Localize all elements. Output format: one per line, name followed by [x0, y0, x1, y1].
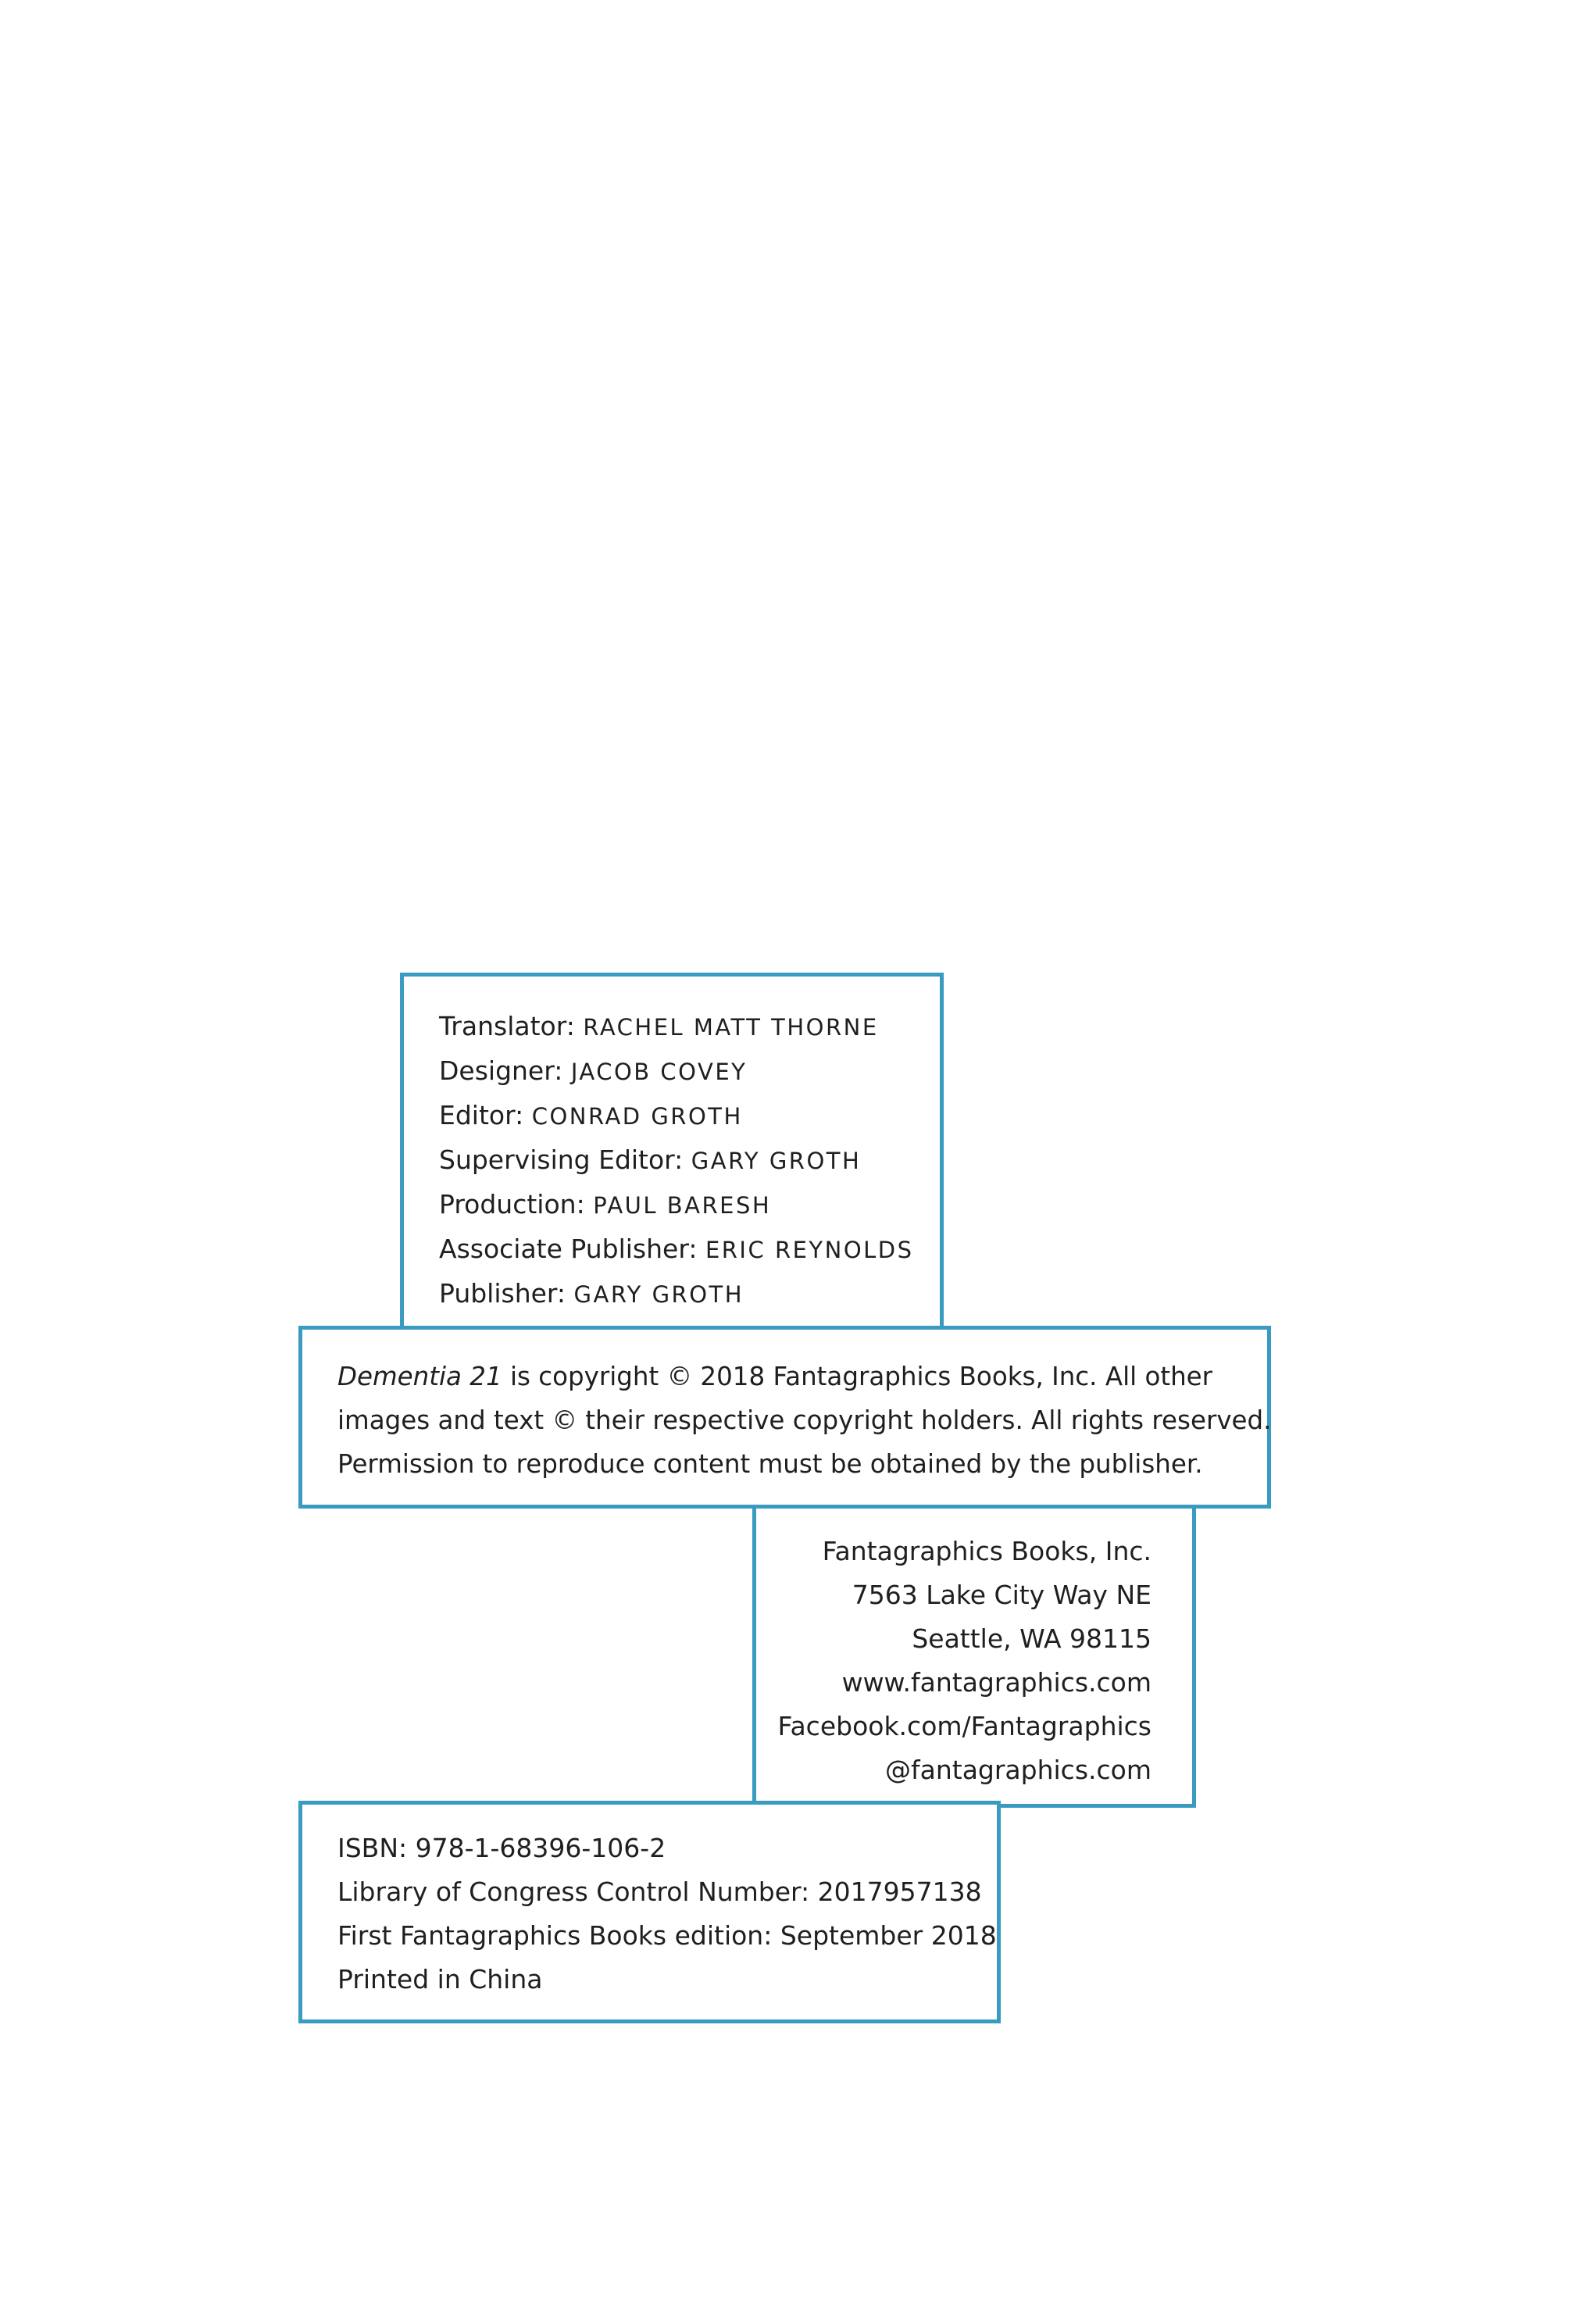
book-title: Dementia 21 — [337, 1362, 502, 1391]
website-link: www.fantagraphics.com — [841, 1667, 1151, 1698]
copyright-line-2: images and text © their respective copyright holders. All rights reserved. — [337, 1405, 1272, 1435]
social-handle: @fantagraphics.com — [885, 1755, 1151, 1785]
lccn: Library of Congress Control Number: 2017957138 — [337, 1877, 982, 1907]
credit-name: CONRAD GROTH — [531, 1103, 743, 1130]
publisher-address-box — [752, 1504, 1196, 1808]
credit-role: Supervising Editor: — [439, 1145, 684, 1175]
credit-role: Publisher: — [439, 1278, 566, 1309]
copyright-line-3: Permission to reproduce content must be obtained by the publisher. — [337, 1449, 1203, 1479]
city-state-zip: Seattle, WA 98115 — [912, 1623, 1151, 1654]
copyright-line-1 — [337, 1355, 1267, 1398]
isbn: ISBN: 978-1-68396-106-2 — [337, 1833, 666, 1863]
credit-name: ERIC REYNOLDS — [705, 1237, 914, 1263]
copyright-text: is copyright © 2018 Fantagraphics Books, Inc. All other — [502, 1362, 1213, 1391]
publication-info-box — [298, 1801, 1001, 2023]
credit-role: Translator: — [439, 1011, 575, 1041]
facebook-link: Facebook.com/Fantagraphics — [777, 1711, 1151, 1741]
credit-role: Designer: — [439, 1055, 563, 1086]
edition: First Fantagraphics Books edition: September 2018 — [337, 1920, 997, 1951]
credit-line-designer — [439, 1049, 940, 1094]
publisher-name: Fantagraphics Books, Inc. — [822, 1536, 1151, 1566]
credits-box — [400, 973, 944, 1338]
credit-name: GARY GROTH — [573, 1281, 744, 1308]
printed-in: Printed in China — [337, 1964, 543, 1994]
credit-role: Production: — [439, 1189, 585, 1219]
credit-name: GARY GROTH — [691, 1148, 862, 1174]
credit-line-supervising-editor — [439, 1138, 940, 1183]
credit-name: RACHEL MATT THORNE — [583, 1014, 879, 1041]
credit-name: PAUL BARESH — [593, 1192, 772, 1219]
credit-role: Associate Publisher: — [439, 1234, 698, 1264]
street-address: 7563 Lake City Way NE — [852, 1580, 1151, 1610]
credit-line-translator — [439, 1005, 940, 1049]
copyright-box — [298, 1326, 1271, 1509]
credit-line-associate-publisher — [439, 1227, 940, 1272]
credit-role: Editor: — [439, 1100, 524, 1130]
credit-line-editor — [439, 1094, 940, 1138]
credit-line-publisher — [439, 1272, 940, 1316]
credit-line-production — [439, 1183, 940, 1227]
credit-name: JACOB COVEY — [570, 1059, 748, 1085]
